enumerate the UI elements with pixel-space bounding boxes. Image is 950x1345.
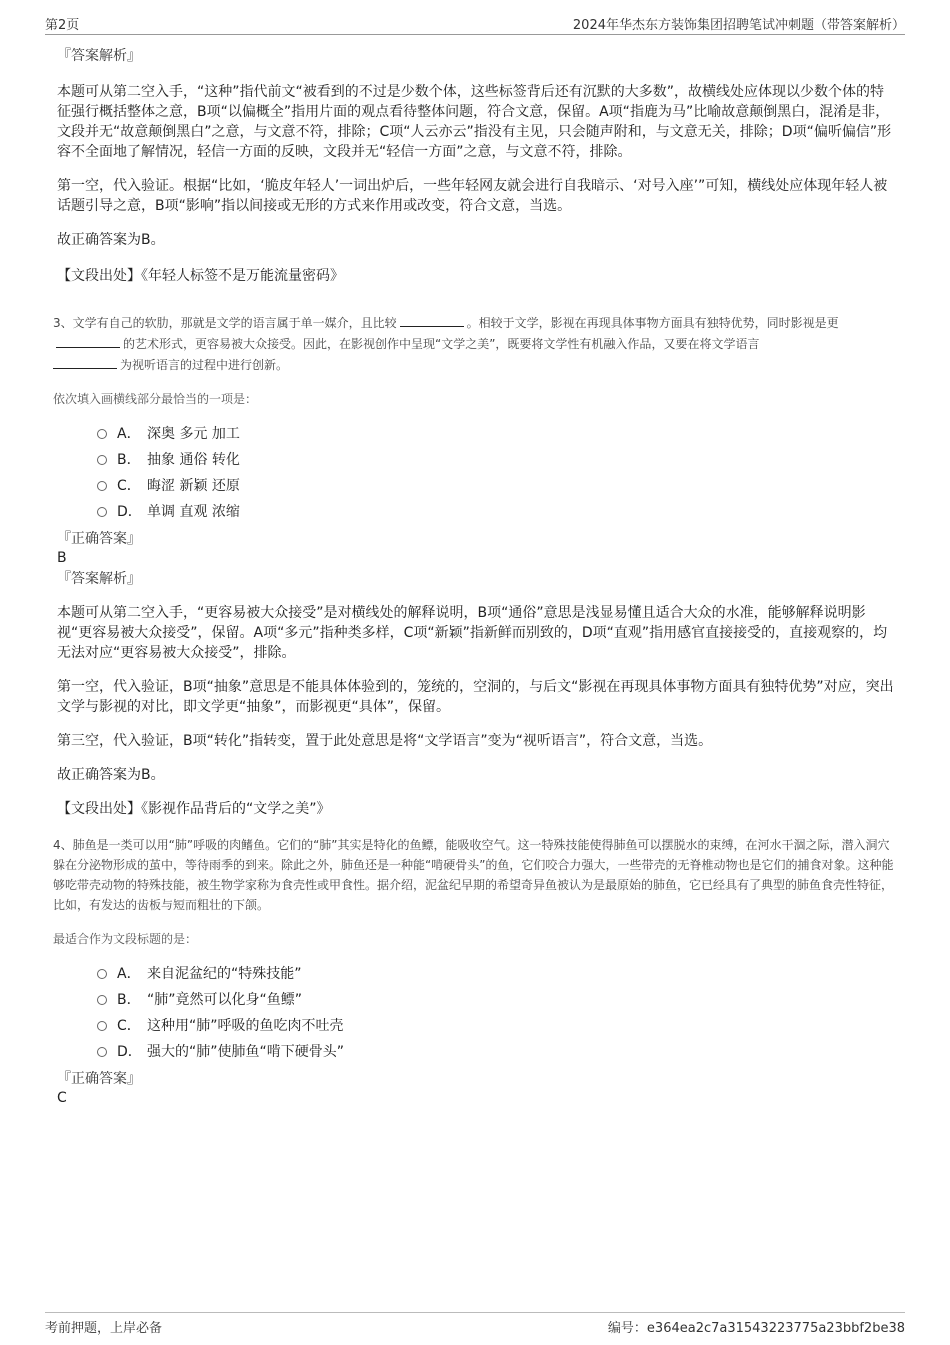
option-letter: C． <box>117 478 141 494</box>
option-b[interactable] <box>97 987 897 1013</box>
page-number: 第2页 <box>45 18 80 33</box>
option-text: 这种用“肺”呼吸的鱼吃肉不吐壳 <box>147 1018 344 1034</box>
analysis-label: 『答案解析』 <box>57 48 141 64</box>
option-c[interactable] <box>97 473 897 499</box>
option-text: 晦涩 新颖 还原 <box>147 478 240 494</box>
analysis-conclusion: 故正确答案为B。 <box>57 232 165 248</box>
analysis-conclusion: 故正确答案为B。 <box>57 767 165 783</box>
option-text: 抽象 通俗 转化 <box>147 452 240 468</box>
correct-answer-label: 『正确答案』 <box>57 531 141 547</box>
analysis-paragraph: 第一空，代入验证，B项“抽象”意思是不能具体体验到的，笼统的，空洞的，与后文“影视在再现具体事物方面具有独特优势”对应，突出文学与影视的对比，即文学更“抽象”，而影视更“具体”，保留。 <box>57 679 894 715</box>
radio-icon[interactable] <box>97 455 107 465</box>
option-text: 深奥 多元 加工 <box>147 426 240 442</box>
option-d[interactable] <box>97 499 897 525</box>
question-text-part: 3、文学有自己的软肋，那就是文学的语言属于单一媒介，且比较 <box>53 316 397 330</box>
radio-icon[interactable] <box>97 507 107 517</box>
option-letter: D． <box>117 1044 142 1060</box>
source-citation: 【文段出处】《影视作品背后的“文学之美”》 <box>57 801 331 817</box>
question-text-part: 的艺术形式，更容易被大众接受。因此，在影视创作中呈现“文学之美”，既要将文学性有机融入作品，又要在将文学语言 <box>123 337 760 351</box>
option-text: “肺”竟然可以化身“鱼鳔” <box>147 992 303 1008</box>
radio-icon[interactable] <box>97 1047 107 1057</box>
fill-blank <box>53 354 117 369</box>
page-header <box>45 14 905 35</box>
correct-answer: C <box>57 1090 67 1106</box>
option-letter: C． <box>117 1018 141 1034</box>
option-letter: B． <box>117 452 141 468</box>
correct-answer-label: 『正确答案』 <box>57 1071 141 1087</box>
question-text-part: 。相较于文学，影视在再现具体事物方面具有独特优势，同时影视是更 <box>466 316 839 330</box>
question-text-part: 为视听语言的过程中进行创新。 <box>120 358 289 372</box>
option-c[interactable] <box>97 1013 897 1039</box>
option-letter: A． <box>117 426 141 442</box>
option-list <box>97 421 897 525</box>
question-prompt: 依次填入画横线部分最恰当的一项是： <box>53 392 258 406</box>
option-list <box>97 961 897 1065</box>
correct-answer: B <box>57 550 67 566</box>
option-letter: A． <box>117 966 141 982</box>
question-4 <box>53 835 897 1107</box>
analysis-label: 『答案解析』 <box>57 571 141 587</box>
question-text: 4、肺鱼是一类可以用“肺”呼吸的肉鳍鱼。它们的“肺”其实是特化的鱼鳔，能吸收空气。这一特殊技能使得肺鱼可以摆脱水的束缚，在河水干涸之际，潜入洞穴躲在分泌物形成的茧中，等待雨季的到来。除此之外，肺鱼还是一种能“啃硬骨头”的鱼，它们咬合力强大，一些带壳的无脊椎动物也是它们的捕食对象。这种能够吃带壳动物的特殊技能，被生物学家称为食壳性或甲食性。据介绍，泥盆纪早期的希望奇异鱼被认为是最原始的肺鱼，它已经具有了典型的肺鱼食壳性特征，比如，有发达的齿板与短而粗壮的下颌。 <box>53 838 894 912</box>
option-text: 单调 直观 浓缩 <box>147 504 240 520</box>
document-id: 编号：e364ea2c7a31543223775a23bbf2be38 <box>607 1321 905 1336</box>
option-a[interactable] <box>97 961 897 987</box>
analysis-paragraph: 第一空，代入验证。根据“比如，‘脆皮年轻人’一词出炉后，一些年轻网友就会进行自我暗示、‘对号入座’”可知，横线处应体现年轻人被话题引导之意，B项“影响”指以间接或无形的方式来作用或改变，符合文意，当选。 <box>57 178 888 214</box>
radio-icon[interactable] <box>97 995 107 1005</box>
document-title: 2024年华杰东方装饰集团招聘笔试冲刺题（带答案解析） <box>572 18 905 33</box>
analysis-paragraph: 第三空，代入验证，B项“转化”指转变，置于此处意思是将“文学语言”变为“视听语言”，符合文意，当选。 <box>57 733 713 749</box>
radio-icon[interactable] <box>97 429 107 439</box>
option-b[interactable] <box>97 447 897 473</box>
page-footer <box>45 1312 905 1339</box>
option-letter: B． <box>117 992 141 1008</box>
analysis-paragraph: 本题可从第二空入手，“这种”指代前文“被看到的不过是少数个体，这些标签背后还有沉默的大多数”，故横线处应体现以少数个体的特征强行概括整体之意，B项“以偏概全”指用片面的观点看待整体问题，符合文意，保留。A项“指鹿为马”比喻故意颠倒黑白，混淆是非，文段并无“故意颠倒黑白”之意，与文意不符，排除；C项“人云亦云”指没有主见，只会随声附和，与文意无关，排除；D项“偏听偏信”形容不全面地了解情况，轻信一方面的反映，文段并无“轻信一方面”之意，与文意不符，排除。 <box>57 84 892 160</box>
option-letter: D． <box>117 504 142 520</box>
source-citation: 【文段出处】《年轻人标签不是万能流量密码》 <box>57 268 344 284</box>
footer-slogan: 考前押题，上岸必备 <box>45 1321 163 1336</box>
option-a[interactable] <box>97 421 897 447</box>
radio-icon[interactable] <box>97 481 107 491</box>
fill-blank <box>56 333 120 348</box>
option-text: 强大的“肺”使肺鱼“啃下硬骨头” <box>147 1044 345 1060</box>
main-content <box>53 46 897 1107</box>
radio-icon[interactable] <box>97 969 107 979</box>
radio-icon[interactable] <box>97 1021 107 1031</box>
question-text <box>53 312 897 375</box>
option-d[interactable] <box>97 1039 897 1065</box>
question-3 <box>53 312 897 819</box>
analysis-paragraph: 本题可从第二空入手，“更容易被大众接受”是对横线处的解释说明，B项“通俗”意思是浅显易懂且适合大众的水准，能够解释说明影视“更容易被大众接受”，保留。A项“多元”指种类多样，C项“新颖”指新鲜而别致的，D项“直观”指用感官直接接受的，直接观察的，均无法对应“更容易被大众接受”，排除。 <box>57 605 888 661</box>
fill-blank <box>400 312 464 327</box>
question-prompt: 最适合作为文段标题的是： <box>53 932 198 946</box>
option-text: 来自泥盆纪的“特殊技能” <box>147 966 302 982</box>
